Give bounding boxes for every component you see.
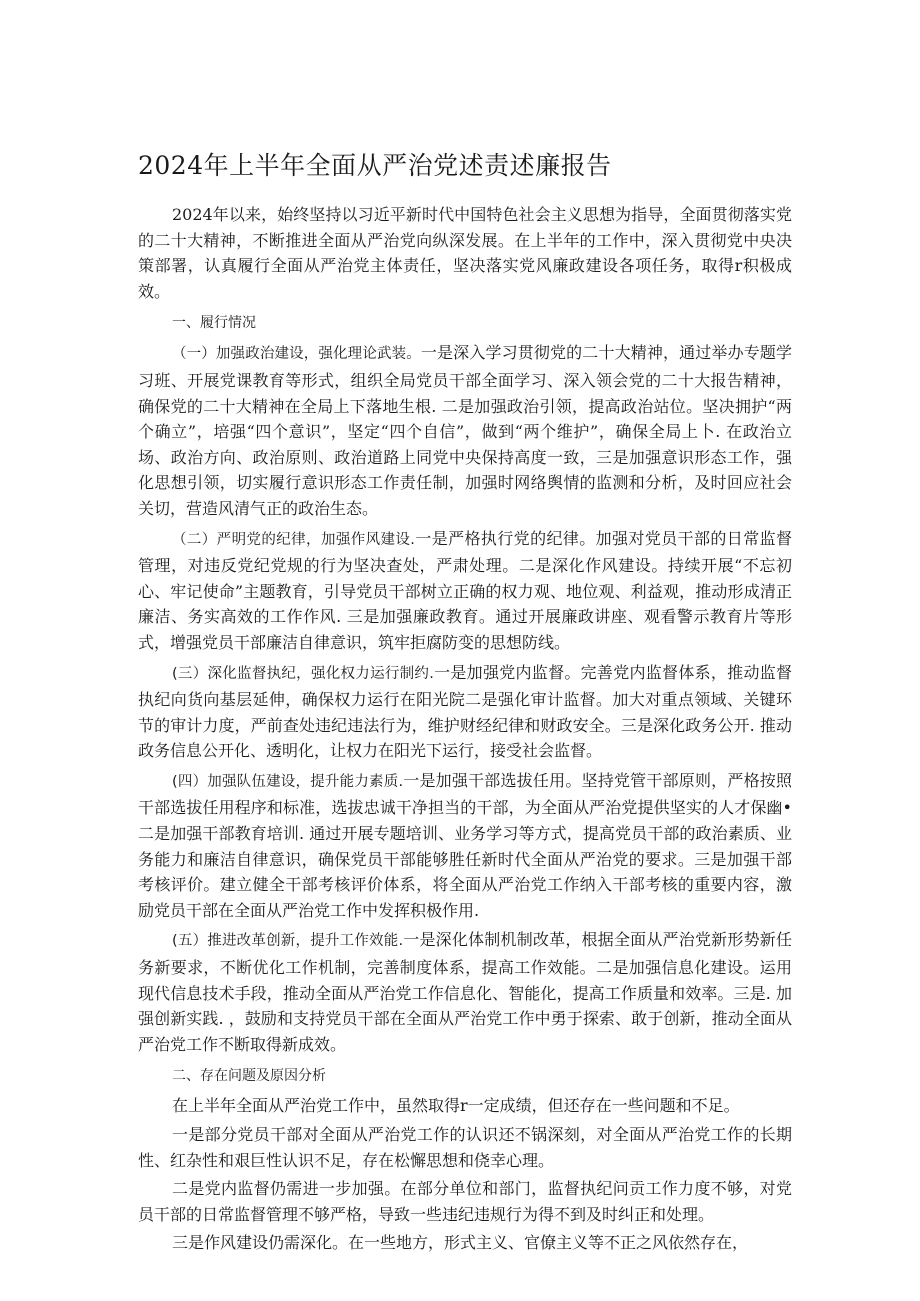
document-page: [138, 146, 792, 1256]
problem-paragraph-2: 一是部分党员干部对全面从严治党工作的认识还不锅深刻，对全面从严治党工作的长期性、红杂性和艰巨性认识不足，存在松懈思想和侥幸心理。: [138, 1125, 792, 1170]
item-paragraph-4: [138, 768, 792, 924]
document-title: 2024年上半年全面从严治党述责述廉报告: [138, 151, 612, 180]
problem-paragraph-1: 在上半年全面从严治党工作中，虽然取得r一定成绩，但还存在一些问题和不足。: [172, 1096, 740, 1116]
item-text-3: 一是加强党内监督。完善党内监督体系，推动监督执纪向货向基层延伸，确保权力运行在阳光院二是强化审计监督。加大对重点领域、关键环节的审计力度，严前查处违纪违法行为，维护财经纪律和财政安全。三是深化政务公开. 推动政务信息公开化、透明化，让权力在阳光下运行，接受社会监督。: [138, 662, 792, 761]
section-heading-problems: 二、存在问题及原因分析: [172, 1068, 326, 1085]
item-text-4: 一是加强干部选拔任用。坚持党管干部原则，严格按照干部选拔任用程序和标准，选拔忠诚干净担当的干部，为全面从严治党提供坚实的人才保幽•二是加强干部教育培训. 通过开展专题培训、业务学习等方式，提高党员干部的政治素质、业务能力和廉洁自律意识，确保党员干部能够胜任新时代全面从严治党的要求。三是加强干部考核评价。建立健全干部考核评价体系，将全面从严治党工作纳入干部考核的重要内容，激励党员干部在全面从严治党工作中发挥积极作用.: [138, 770, 792, 920]
item-paragraph-1: [138, 340, 792, 521]
item-text-5: 一是深化体制机制改革，根据全面从严治党新形势新任务新要求，不断优化工作机制，完善制度体系，提高工作效能。二是加强信息化建设。运用现代信息技术手段，推动全面从严治党工作信息化、智能化，提高工作质量和效率。三是. 加强创新实践. ，鼓励和支持党员干部在全面从严治党工作中勇于探索、敢于创新，推动全面从严治党工作不断取得新成效。: [138, 930, 792, 1054]
problem-paragraph-4: 三是作风建设仍需深化。在一些地方，形式主义、官僚主义等不正之风依然存在，: [172, 1233, 749, 1253]
item-lead-1: （一）加强政治建设，强化理论武装。: [172, 346, 421, 363]
item-lead-2: （二）严明党的纪律，加强作风建设.: [172, 531, 415, 548]
item-paragraph-5: [138, 927, 792, 1057]
item-paragraph-2: [138, 526, 792, 656]
item-text-1: 一是深入学习贯彻党的二十大精神，通过举办专题学习班、开展党课教育等形式，组织全局党员干部全面学习、深入领会党的二十大报告精神，确保党的二十大精神在全局上下落地生根. 二是加强政治引领，提高政治站位。坚决拥护“两个确立”，培强“四个意识”，坚定“四个自信”，做到“两个维护”，确保全局上卜. 在政治立场、政治方向、政治原则、政治道路上同党中央保持高度一致，三是加强意识形态工作，强化思想引领，切实履行意识形态工作责任制，加强时网络舆情的监测和分析，及时回应社会关切，营造风清气正的政治生态。: [138, 343, 792, 518]
item-lead-5: (五）推进改革创新，提升工作效能.: [172, 933, 404, 950]
intro-paragraph: 2024年以来，始终坚持以习近平新时代中国特色社会主义思想为指导，全面贯彻落实党的二十大精神，不断推进全面从严治党向纵深发展。在上半年的工作中，深入贯彻党中央决策部署，认真履行全面从严治党主体责任，坚决落实党风廉政建设各项任务，取得r积极成效。: [138, 205, 792, 301]
item-text-2: 一是严格执行党的纪律。加强对党员干部的日常监督管理，对违反党纪党规的行为坚决查处，严肃处理。二是深化作风建设。持续开展“不忘初心、牢记使命”主题教育，引导党员干部树立正确的权力观、地位观、利益观，推动形成清正廉洁、务实高效的工作作风. 三是加强廉政教育。通过开展廉政讲座、观看警示教育片等形式，增强党员干部廉洁自律意识，筑牢拒腐防变的思想防线。: [138, 528, 792, 652]
section-heading-performance: 一、履行情况: [172, 315, 256, 332]
item-lead-4: (四）加强队伍建设，提升能力素质.: [172, 773, 404, 790]
problem-paragraph-3: 二是党内监督仍需进一步加强。在部分单位和部门，监督执纪问贡工作力度不够，对党员干部的日常监督管理不够严格，导致一些违纪违规行为得不到及时纠正和处理。: [138, 1179, 792, 1224]
item-lead-3: (三）深化监督执纪，强化权力运行制约.: [172, 665, 434, 682]
item-paragraph-3: [138, 660, 792, 764]
